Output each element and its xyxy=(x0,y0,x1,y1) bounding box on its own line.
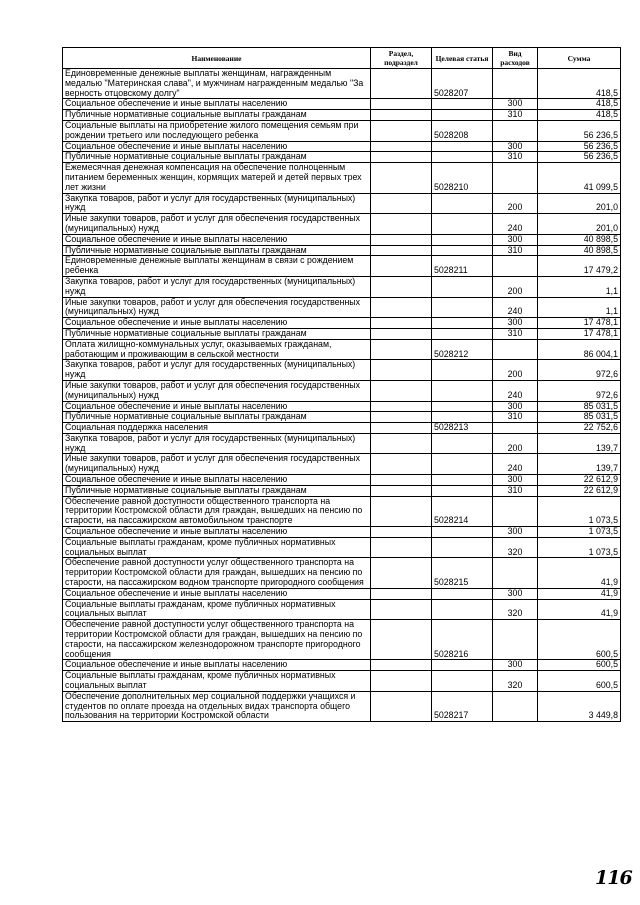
cell-expense-type xyxy=(493,691,538,721)
cell-name: Закупка товаров, работ и услуг для государственных (муниципальных) нужд xyxy=(63,433,371,454)
cell-section xyxy=(371,99,432,110)
cell-section xyxy=(371,537,432,558)
budget-sheet xyxy=(62,47,620,722)
cell-name: Социальное обеспечение и иные выплаты населению xyxy=(63,527,371,538)
cell-target xyxy=(432,276,493,297)
cell-sum: 600,5 xyxy=(538,620,621,660)
cell-expense-type xyxy=(493,256,538,277)
cell-name: Социальные выплаты на приобретение жилого помещения семьям при рождении третьего или последующего ребенка xyxy=(63,120,371,141)
table-row xyxy=(63,193,621,214)
cell-expense-type: 310 xyxy=(493,110,538,121)
cell-name: Закупка товаров, работ и услуг для государственных (муниципальных) нужд xyxy=(63,360,371,381)
table-row xyxy=(63,328,621,339)
cell-expense-type: 300 xyxy=(493,234,538,245)
cell-sum: 1 073,5 xyxy=(538,537,621,558)
cell-expense-type xyxy=(493,558,538,588)
table-row xyxy=(63,691,621,721)
cell-section xyxy=(371,69,432,99)
cell-section xyxy=(371,475,432,486)
cell-expense-type xyxy=(493,69,538,99)
cell-expense-type: 300 xyxy=(493,99,538,110)
table-body xyxy=(63,69,621,722)
cell-sum: 56 236,5 xyxy=(538,120,621,141)
table-row xyxy=(63,120,621,141)
cell-target xyxy=(432,660,493,671)
cell-sum: 17 478,1 xyxy=(538,318,621,329)
cell-expense-type: 200 xyxy=(493,276,538,297)
table-row xyxy=(63,245,621,256)
cell-sum: 139,7 xyxy=(538,454,621,475)
cell-target: 5028212 xyxy=(432,339,493,360)
cell-sum: 600,5 xyxy=(538,660,621,671)
cell-section xyxy=(371,401,432,412)
table-row xyxy=(63,297,621,318)
cell-section xyxy=(371,120,432,141)
cell-target xyxy=(432,588,493,599)
cell-target xyxy=(432,599,493,620)
cell-expense-type: 200 xyxy=(493,360,538,381)
cell-name: Публичные нормативные социальные выплаты гражданам xyxy=(63,328,371,339)
table-row xyxy=(63,620,621,660)
cell-target xyxy=(432,99,493,110)
cell-section xyxy=(371,660,432,671)
cell-section xyxy=(371,433,432,454)
cell-name: Ежемесячная денежная компенсация на обеспечение полноценным питанием беременных женщин, кормящих матерей и детей первых трех лет жизни xyxy=(63,163,371,193)
cell-target: 5028216 xyxy=(432,620,493,660)
cell-expense-type xyxy=(493,423,538,434)
cell-target xyxy=(432,527,493,538)
cell-target: 5028210 xyxy=(432,163,493,193)
table-row xyxy=(63,234,621,245)
cell-target: 5028214 xyxy=(432,496,493,526)
cell-target xyxy=(432,454,493,475)
cell-sum: 86 004,1 xyxy=(538,339,621,360)
cell-name: Социальное обеспечение и иные выплаты населению xyxy=(63,141,371,152)
cell-expense-type: 300 xyxy=(493,318,538,329)
cell-sum: 17 479,2 xyxy=(538,256,621,277)
table-row xyxy=(63,433,621,454)
cell-section xyxy=(371,527,432,538)
cell-target: 5028217 xyxy=(432,691,493,721)
cell-sum: 1 073,5 xyxy=(538,527,621,538)
cell-target xyxy=(432,245,493,256)
cell-expense-type: 310 xyxy=(493,412,538,423)
header-section: Раздел, подраздел xyxy=(371,48,432,69)
cell-target xyxy=(432,193,493,214)
cell-section xyxy=(371,297,432,318)
budget-table xyxy=(62,47,621,722)
cell-target xyxy=(432,475,493,486)
cell-target xyxy=(432,214,493,235)
cell-sum: 600,5 xyxy=(538,671,621,692)
cell-expense-type xyxy=(493,120,538,141)
cell-sum: 201,0 xyxy=(538,214,621,235)
table-row xyxy=(63,588,621,599)
cell-section xyxy=(371,276,432,297)
cell-target xyxy=(432,297,493,318)
cell-target xyxy=(432,234,493,245)
cell-sum: 85 031,5 xyxy=(538,412,621,423)
cell-target xyxy=(432,328,493,339)
table-row xyxy=(63,256,621,277)
cell-expense-type: 310 xyxy=(493,328,538,339)
cell-section xyxy=(371,256,432,277)
cell-expense-type: 200 xyxy=(493,193,538,214)
cell-expense-type: 310 xyxy=(493,245,538,256)
cell-sum: 22 612,9 xyxy=(538,475,621,486)
cell-section xyxy=(371,485,432,496)
cell-name: Публичные нормативные социальные выплаты гражданам xyxy=(63,110,371,121)
table-row xyxy=(63,423,621,434)
table-row xyxy=(63,485,621,496)
cell-name: Социальное обеспечение и иные выплаты населению xyxy=(63,99,371,110)
cell-name: Обеспечение равной доступности услуг общественного транспорта на территории Костромской области для граждан, вышедших на пенсию по старости, на пассажирском водном транспорте пригородного сообщения xyxy=(63,558,371,588)
cell-sum: 40 898,5 xyxy=(538,245,621,256)
cell-section xyxy=(371,380,432,401)
table-header-row xyxy=(63,48,621,69)
cell-expense-type: 240 xyxy=(493,380,538,401)
cell-sum: 972,6 xyxy=(538,360,621,381)
cell-name: Обеспечение дополнительных мер социальной поддержки учащихся и студентов по оплате проезда на отдельных видах транспорта общего пользования на территории Костромской области xyxy=(63,691,371,721)
cell-sum: 418,5 xyxy=(538,69,621,99)
cell-expense-type xyxy=(493,496,538,526)
cell-expense-type: 300 xyxy=(493,660,538,671)
cell-sum: 41,9 xyxy=(538,599,621,620)
cell-sum: 139,7 xyxy=(538,433,621,454)
cell-sum: 418,5 xyxy=(538,99,621,110)
cell-sum: 41,9 xyxy=(538,558,621,588)
table-row xyxy=(63,660,621,671)
cell-section xyxy=(371,496,432,526)
cell-section xyxy=(371,454,432,475)
table-row xyxy=(63,339,621,360)
cell-section xyxy=(371,152,432,163)
cell-sum: 1,1 xyxy=(538,297,621,318)
cell-sum: 40 898,5 xyxy=(538,234,621,245)
cell-sum: 22 612,9 xyxy=(538,485,621,496)
cell-section xyxy=(371,141,432,152)
cell-target xyxy=(432,401,493,412)
page-number: 116 xyxy=(595,867,632,889)
cell-sum: 17 478,1 xyxy=(538,328,621,339)
cell-name: Социальное обеспечение и иные выплаты населению xyxy=(63,234,371,245)
cell-target: 5028215 xyxy=(432,558,493,588)
cell-section xyxy=(371,671,432,692)
cell-target: 5028213 xyxy=(432,423,493,434)
cell-target: 5028211 xyxy=(432,256,493,277)
cell-name: Социальное обеспечение и иные выплаты населению xyxy=(63,475,371,486)
cell-name: Социальная поддержка населения xyxy=(63,423,371,434)
cell-name: Иные закупки товаров, работ и услуг для обеспечения государственных (муниципальных) нужд xyxy=(63,214,371,235)
table-row xyxy=(63,276,621,297)
cell-name: Социальные выплаты гражданам, кроме публичных нормативных социальных выплат xyxy=(63,599,371,620)
cell-sum: 1 073,5 xyxy=(538,496,621,526)
cell-expense-type: 300 xyxy=(493,527,538,538)
cell-expense-type: 300 xyxy=(493,401,538,412)
cell-sum: 56 236,5 xyxy=(538,152,621,163)
cell-expense-type xyxy=(493,620,538,660)
cell-section xyxy=(371,245,432,256)
cell-target: 5028207 xyxy=(432,69,493,99)
cell-target xyxy=(432,360,493,381)
cell-target xyxy=(432,671,493,692)
cell-sum: 85 031,5 xyxy=(538,401,621,412)
cell-section xyxy=(371,318,432,329)
cell-sum: 972,6 xyxy=(538,380,621,401)
cell-section xyxy=(371,691,432,721)
table-row xyxy=(63,69,621,99)
table-row xyxy=(63,527,621,538)
cell-sum: 418,5 xyxy=(538,110,621,121)
cell-name: Социальное обеспечение и иные выплаты населению xyxy=(63,660,371,671)
cell-sum: 1,1 xyxy=(538,276,621,297)
cell-section xyxy=(371,339,432,360)
cell-section xyxy=(371,163,432,193)
cell-section xyxy=(371,423,432,434)
cell-name: Публичные нормативные социальные выплаты гражданам xyxy=(63,412,371,423)
cell-expense-type: 320 xyxy=(493,537,538,558)
cell-name: Обеспечение равной доступности общественного транспорта на территории Костромской области для граждан, вышедших на пенсию по старости, на пассажирском автомобильном транспорте xyxy=(63,496,371,526)
cell-name: Иные закупки товаров, работ и услуг для обеспечения государственных (муниципальных) нужд xyxy=(63,380,371,401)
table-row xyxy=(63,401,621,412)
cell-section xyxy=(371,558,432,588)
cell-target xyxy=(432,412,493,423)
cell-name: Иные закупки товаров, работ и услуг для обеспечения государственных (муниципальных) нужд xyxy=(63,454,371,475)
cell-target: 5028208 xyxy=(432,120,493,141)
cell-section xyxy=(371,110,432,121)
cell-expense-type: 240 xyxy=(493,454,538,475)
cell-name: Социальное обеспечение и иные выплаты населению xyxy=(63,588,371,599)
cell-sum: 3 449,8 xyxy=(538,691,621,721)
table-row xyxy=(63,475,621,486)
header-expense-type: Вид расходов xyxy=(493,48,538,69)
cell-target xyxy=(432,318,493,329)
cell-name: Социальные выплаты гражданам, кроме публичных нормативных социальных выплат xyxy=(63,537,371,558)
cell-name: Единовременные денежные выплаты женщинам в связи с рождением ребенка xyxy=(63,256,371,277)
cell-target xyxy=(432,380,493,401)
cell-expense-type: 320 xyxy=(493,599,538,620)
cell-target xyxy=(432,537,493,558)
cell-target xyxy=(432,152,493,163)
cell-section xyxy=(371,193,432,214)
cell-section xyxy=(371,360,432,381)
table-row xyxy=(63,99,621,110)
cell-section xyxy=(371,588,432,599)
cell-sum: 41 099,5 xyxy=(538,163,621,193)
cell-expense-type: 200 xyxy=(493,433,538,454)
header-target: Целевая статья xyxy=(432,48,493,69)
cell-expense-type xyxy=(493,163,538,193)
cell-section xyxy=(371,214,432,235)
cell-sum: 201,0 xyxy=(538,193,621,214)
cell-expense-type: 310 xyxy=(493,152,538,163)
header-sum: Сумма xyxy=(538,48,621,69)
cell-expense-type: 310 xyxy=(493,485,538,496)
cell-name: Социальные выплаты гражданам, кроме публичных нормативных социальных выплат xyxy=(63,671,371,692)
cell-section xyxy=(371,412,432,423)
cell-name: Оплата жилищно-коммунальных услуг, оказываемых гражданам, работающим и проживающим в сельской местности xyxy=(63,339,371,360)
cell-sum: 22 752,6 xyxy=(538,423,621,434)
table-row xyxy=(63,496,621,526)
table-row xyxy=(63,599,621,620)
table-row xyxy=(63,537,621,558)
table-row xyxy=(63,152,621,163)
cell-sum: 41,9 xyxy=(538,588,621,599)
table-row xyxy=(63,558,621,588)
cell-expense-type: 240 xyxy=(493,214,538,235)
table-row xyxy=(63,360,621,381)
table-row xyxy=(63,380,621,401)
cell-name: Социальное обеспечение и иные выплаты населению xyxy=(63,401,371,412)
table-row xyxy=(63,454,621,475)
cell-section xyxy=(371,234,432,245)
cell-name: Иные закупки товаров, работ и услуг для обеспечения государственных (муниципальных) нужд xyxy=(63,297,371,318)
cell-name: Обеспечение равной доступности услуг общественного транспорта на территории Костромской области для граждан, вышедших на пенсию по старости, на пассажирском железнодорожном транспорте пригородного сообщения xyxy=(63,620,371,660)
cell-expense-type: 240 xyxy=(493,297,538,318)
cell-name: Закупка товаров, работ и услуг для государственных (муниципальных) нужд xyxy=(63,193,371,214)
cell-target xyxy=(432,433,493,454)
table-row xyxy=(63,141,621,152)
table-row xyxy=(63,163,621,193)
cell-sum: 56 236,5 xyxy=(538,141,621,152)
cell-section xyxy=(371,620,432,660)
table-row xyxy=(63,214,621,235)
cell-expense-type: 300 xyxy=(493,475,538,486)
cell-target xyxy=(432,141,493,152)
cell-name: Закупка товаров, работ и услуг для государственных (муниципальных) нужд xyxy=(63,276,371,297)
cell-target xyxy=(432,110,493,121)
table-row xyxy=(63,110,621,121)
cell-name: Публичные нормативные социальные выплаты гражданам xyxy=(63,245,371,256)
cell-name: Единовременные денежные выплаты женщинам, награжденным медалью "Материнская слава", и мужчинам награжденным медалью "За верность отцовскому долгу" xyxy=(63,69,371,99)
cell-name: Публичные нормативные социальные выплаты гражданам xyxy=(63,152,371,163)
cell-expense-type: 300 xyxy=(493,588,538,599)
cell-expense-type xyxy=(493,339,538,360)
cell-name: Публичные нормативные социальные выплаты гражданам xyxy=(63,485,371,496)
cell-expense-type: 320 xyxy=(493,671,538,692)
cell-section xyxy=(371,599,432,620)
cell-section xyxy=(371,328,432,339)
cell-name: Социальное обеспечение и иные выплаты населению xyxy=(63,318,371,329)
cell-target xyxy=(432,485,493,496)
header-name: Наименование xyxy=(63,48,371,69)
cell-expense-type: 300 xyxy=(493,141,538,152)
table-row xyxy=(63,318,621,329)
table-row xyxy=(63,412,621,423)
table-row xyxy=(63,671,621,692)
